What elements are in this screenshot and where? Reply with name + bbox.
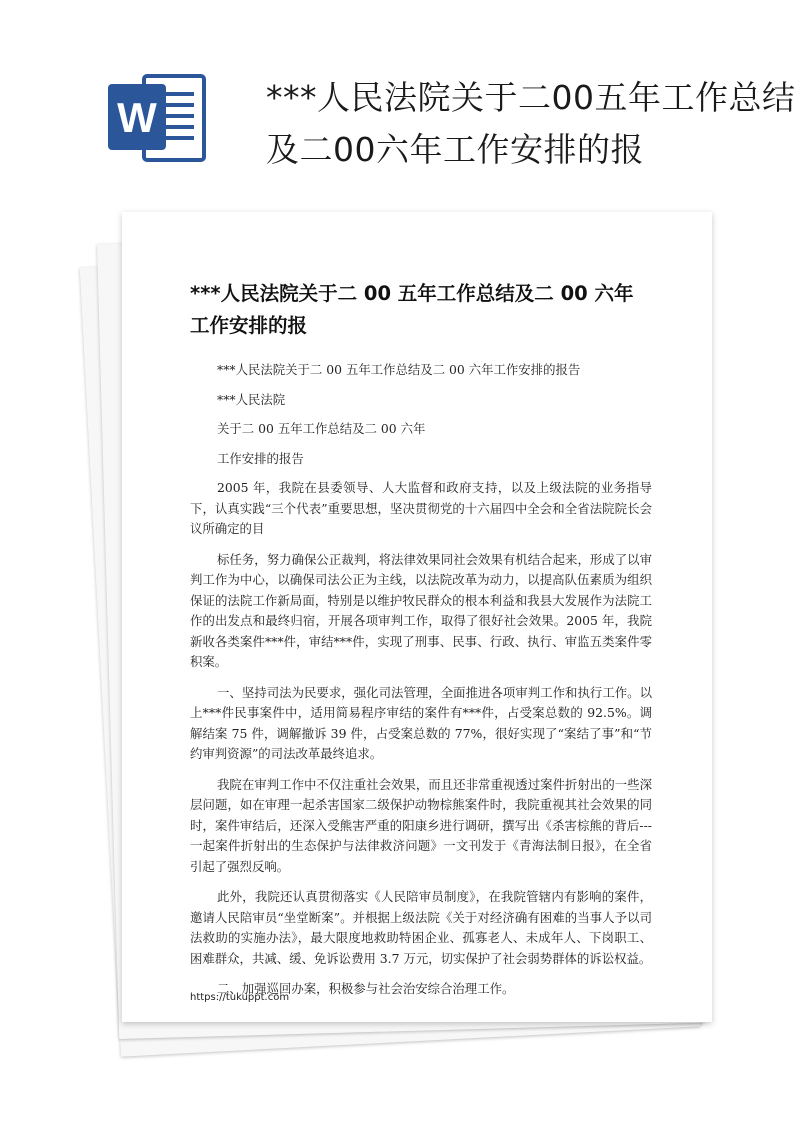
- word-document-icon: [106, 70, 208, 166]
- subtitle-line: 工作安排的报告: [217, 450, 304, 466]
- page-title: ***人民法院关于二 00 五年工作总结及二 00 六年工作安排的报: [190, 282, 634, 337]
- document-page: [122, 212, 712, 1022]
- word-icon-letter: W: [117, 94, 157, 141]
- paragraph: 我院在审判工作中不仅注重社会效果，而且还非常重视透过案件折射出的一些深层问题，如在审理一起杀害国家二级保护动物棕熊案件时，我院重视其社会效果的同时，案件审结后，还深入受熊害严重的阳康乡进行调研，撰写出《杀害棕熊的背后---一起案件折射出的生态保护与法律救济问题》一文刊发于《青海法制日报》，在全省引起了强烈反响。: [190, 776, 652, 874]
- paragraph: 2005 年，我院在县委领导、人大监督和政府支持，以及上级法院的业务指导下，认真实践“三个代表”重要思想，坚决贯彻党的十六届四中全会和全省法院院长会议所确定的目: [190, 480, 652, 536]
- court-name-line: ***人民法院: [217, 391, 286, 407]
- document-banner-title: ***人民法院关于二00五年工作总结及二00六年工作安排的报: [266, 78, 796, 169]
- header-banner: [0, 0, 800, 220]
- footer-url-link[interactable]: https://tukuppt.com: [190, 992, 290, 1003]
- paragraph: 一、坚持司法为民要求，强化司法管理，全面推进各项审判工作和执行工作。以上***件民事案件中，适用简易程序审结的案件有***件，占受案总数的 92.5%。调解结案 75 件，调解撤诉 39 件，占受案总数的 77%，很好实现了“案结了事”和“节约审判资源”的司法改革最终追求。: [190, 684, 652, 761]
- report-heading-line: ***人民法院关于二 00 五年工作总结及二 00 六年工作安排的报告: [217, 362, 581, 377]
- paragraph: 标任务，努力确保公正裁判，将法律效果同社会效果有机结合起来，形成了以审判工作为中心，以确保司法公正为主线，以法院改革为动力，以提高队伍素质为组织保证的法院工作新局面，特别是以维护牧民群众的根本利益和我县大发展作为法院工作的出发点和最终归宿，开展各项审判工作，取得了很好社会效果。2005 年，我院新收各类案件***件，审结***件，实现了刑事、民事、行政、执行、审监五类案件零积案。: [190, 551, 652, 669]
- paragraph: 此外，我院还认真贯彻落实《人民陪审员制度》，在我院管辖内有影响的案件，邀请人民陪审员“坐堂断案”。并根据上级法院《关于对经济确有困难的当事人予以司法救助的实施办法》，最大限度地救助特困企业、孤寡老人、未成年人、下岗职工、困难群众，共减、缓、免诉讼费用 3.7 万元，切实保护了社会弱势群体的诉讼权益。: [190, 889, 652, 966]
- paragraph: 二、加强巡回办案，积极参与社会治安综合治理工作。: [217, 981, 515, 996]
- document-body: [190, 360, 652, 1010]
- subtitle-line: 关于二 00 五年工作总结及二 00 六年: [217, 421, 426, 436]
